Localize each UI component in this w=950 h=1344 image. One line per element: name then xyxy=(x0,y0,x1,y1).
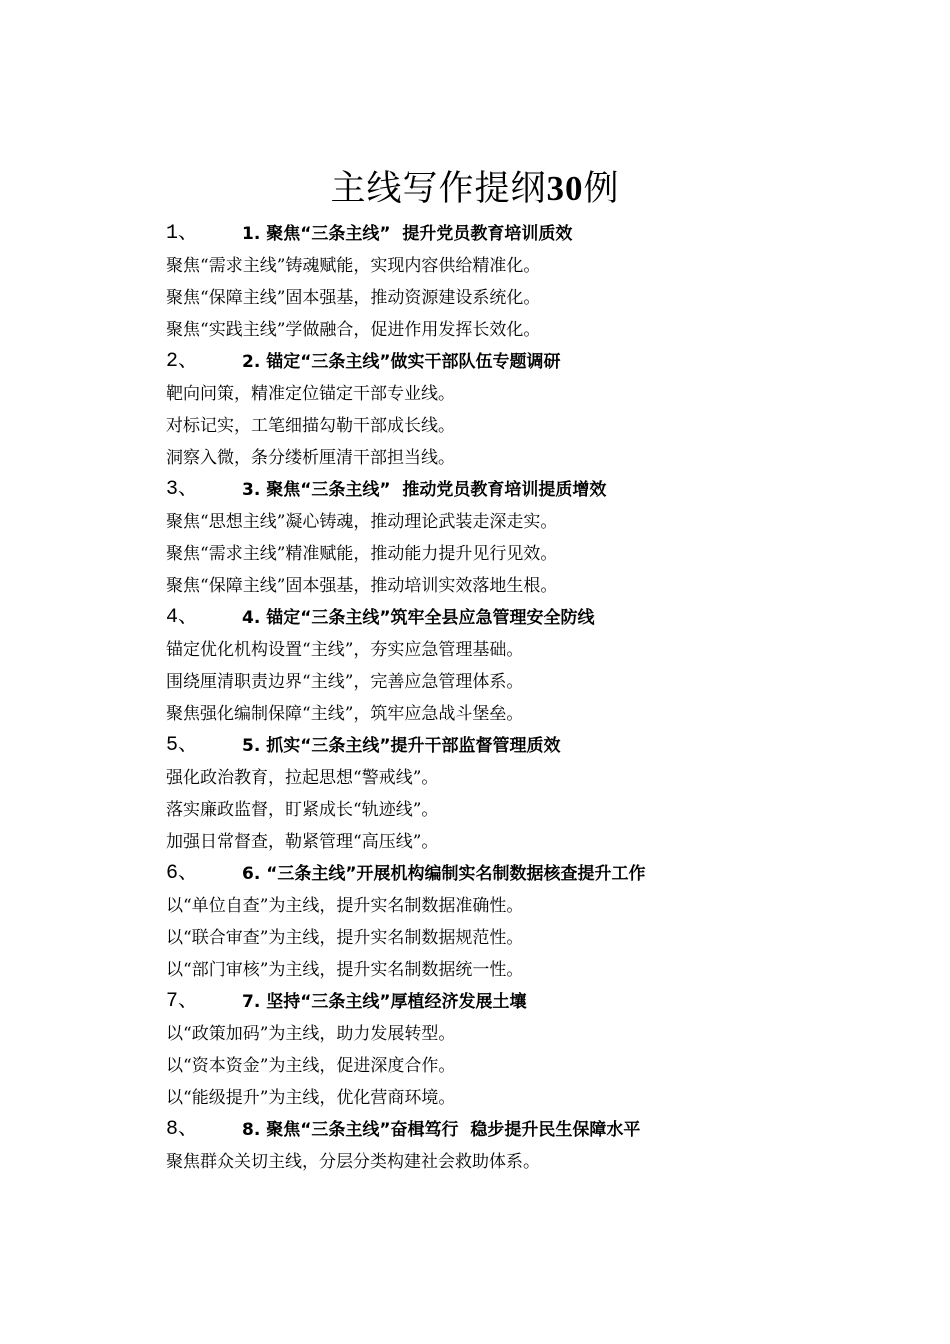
section-number: 1、 xyxy=(166,222,199,245)
title-text: 主线写作提纲 xyxy=(330,169,547,209)
outline-point: 围绕厘清职责边界“主线”，完善应急管理体系。 xyxy=(166,672,524,692)
outline-point: 聚焦“需求主线”铸魂赋能，实现内容供给精准化。 xyxy=(166,256,541,276)
outline-point: 以“联合审查”为主线，提升实名制数据规范性。 xyxy=(166,928,524,948)
section-number: 5、 xyxy=(166,734,199,757)
outline-point: 以“能级提升”为主线，优化营商环境。 xyxy=(166,1088,456,1108)
section-title: 5. 抓实“三条主线”提升干部监督管理质效 xyxy=(242,736,561,756)
section-heading xyxy=(166,730,866,762)
outline-point: 聚焦“实践主线”学做融合，促进作用发挥长效化。 xyxy=(166,320,541,340)
section-title: 6. “三条主线”开展机构编制实名制数据核查提升工作 xyxy=(242,864,646,884)
outline-point: 聚焦强化编制保障“主线”，筑牢应急战斗堡垒。 xyxy=(166,704,524,724)
section-title: 4. 锚定“三条主线”筑牢全县应急管理安全防线 xyxy=(242,608,595,628)
section-number: 6、 xyxy=(166,862,199,885)
outline-point: 聚焦“保障主线”固本强基，推动资源建设系统化。 xyxy=(166,288,541,308)
outline-point: 以“政策加码”为主线，助力发展转型。 xyxy=(166,1024,456,1044)
outline-point: 聚焦“保障主线”固本强基，推动培训实效落地生根。 xyxy=(166,576,558,596)
outline-section xyxy=(166,602,866,730)
outline-point: 加强日常督查，勒紧管理“高压线”。 xyxy=(166,832,439,852)
page-title xyxy=(0,166,950,212)
outline-section xyxy=(166,858,866,986)
outline-point: 以“资本资金”为主线，促进深度合作。 xyxy=(166,1056,456,1076)
outline-point: 落实廉政监督，盯紧成长“轨迹线”。 xyxy=(166,800,439,820)
section-number: 8、 xyxy=(166,1118,199,1141)
outline-section xyxy=(166,730,866,858)
section-heading xyxy=(166,218,866,250)
title-suffix: 例 xyxy=(583,169,620,209)
section-title: 7. 坚持“三条主线”厚植经济发展土壤 xyxy=(242,992,527,1012)
section-heading xyxy=(166,602,866,634)
section-heading xyxy=(166,858,866,890)
section-heading xyxy=(166,1114,866,1146)
outline-section xyxy=(166,1114,866,1178)
section-title: 1. 聚焦“三条主线” 提升党员教育培训质效 xyxy=(242,224,573,244)
outline-point: 靶向问策，精准定位锚定干部专业线。 xyxy=(166,384,455,404)
outline-section xyxy=(166,474,866,602)
outline-point: 聚焦群众关切主线，分层分类构建社会救助体系。 xyxy=(166,1152,540,1172)
section-title: 2. 锚定“三条主线”做实干部队伍专题调研 xyxy=(242,352,561,372)
outline-point: 聚焦“思想主线”凝心铸魂，推动理论武装走深走实。 xyxy=(166,512,558,532)
section-heading xyxy=(166,346,866,378)
title-number: 30 xyxy=(546,169,584,208)
outline-point: 强化政治教育，拉起思想“警戒线”。 xyxy=(166,768,439,788)
section-heading xyxy=(166,474,866,506)
outline-section xyxy=(166,218,866,346)
outline-point: 以“部门审核”为主线，提升实名制数据统一性。 xyxy=(166,960,524,980)
section-heading xyxy=(166,986,866,1018)
outline-point: 对标记实，工笔细描勾勒干部成长线。 xyxy=(166,416,455,436)
outline-point: 聚焦“需求主线”精准赋能，推动能力提升见行见效。 xyxy=(166,544,558,564)
outline-list xyxy=(166,218,866,1178)
section-title: 8. 聚焦“三条主线”奋楫笃行 稳步提升民生保障水平 xyxy=(242,1120,641,1140)
section-number: 3、 xyxy=(166,478,199,501)
section-number: 7、 xyxy=(166,990,199,1013)
outline-point: 洞察入微，条分缕析厘清干部担当线。 xyxy=(166,448,455,468)
section-number: 4、 xyxy=(166,606,199,629)
section-title: 3. 聚焦“三条主线” 推动党员教育培训提质增效 xyxy=(242,480,607,500)
outline-section xyxy=(166,986,866,1114)
outline-point: 锚定优化机构设置“主线”，夯实应急管理基础。 xyxy=(166,640,524,660)
outline-section xyxy=(166,346,866,474)
section-number: 2、 xyxy=(166,350,199,373)
outline-point: 以“单位自查”为主线，提升实名制数据准确性。 xyxy=(166,896,524,916)
